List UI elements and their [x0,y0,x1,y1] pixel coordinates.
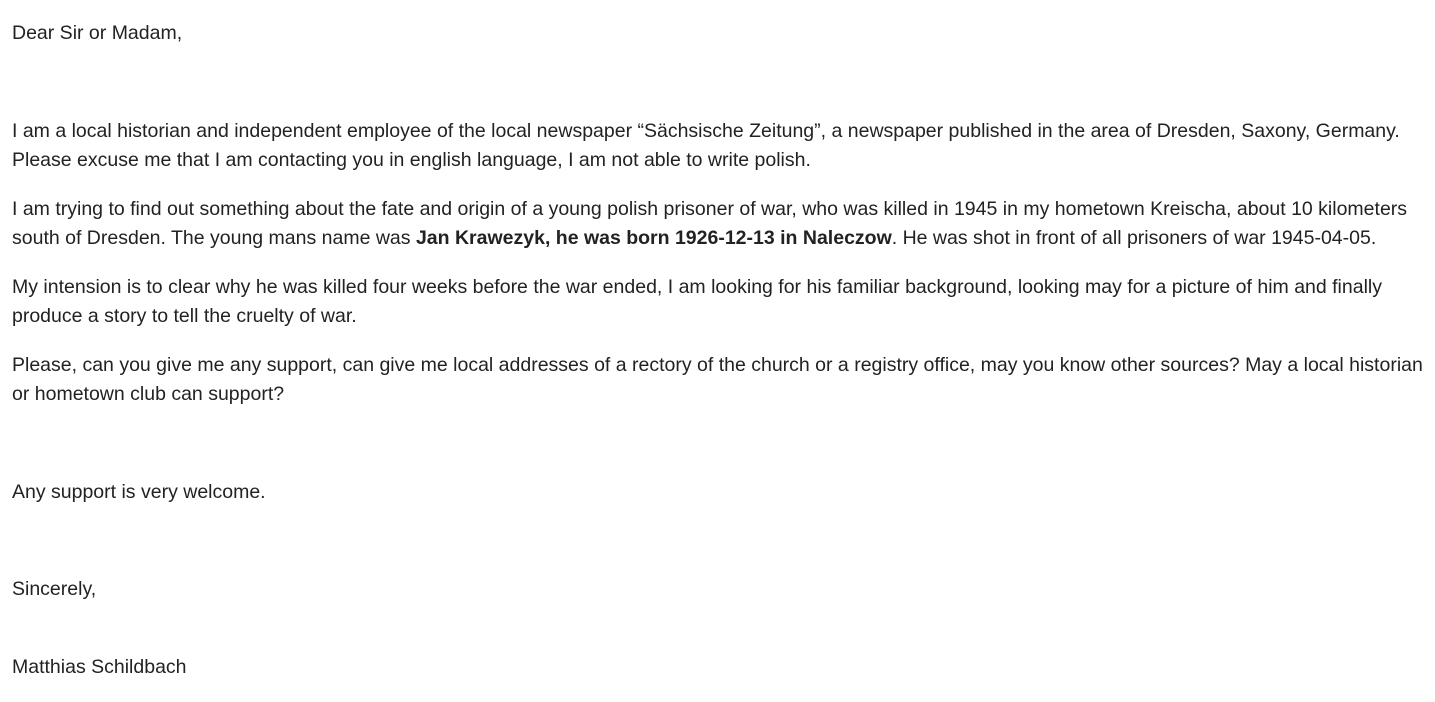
prisoner-name-and-birth: Jan Krawezyk, he was born 1926-12-13 in Naleczow [415,227,892,249]
paragraph-prisoner-text-start: I am trying to find out something about the fate and origin of a young polish prisoner of war, who was killed in 1945 in my hometown Kreischa, about 10 kilometers south of Dresden. The young mans name was [12,198,1408,249]
paragraph-prisoner-text [12,195,1430,253]
paragraph-introduction [12,117,1430,175]
paragraph-prisoner-text-end: . He was shot in front of all prisoners of war 1945-04-05. [891,227,1377,249]
paragraph-prisoner [12,195,1430,253]
signature: Matthias Schildbach [12,656,187,678]
paragraph-request-text: Please, can you give me any support, can give me local addresses of a rectory of the church or a registry office, may you know other sources? May a local historian or hometown club can support? [12,354,1423,405]
paragraph-welcome: Any support is very welcome. [12,481,266,503]
paragraph-introduction-text: I am a local historian and independent employee of the local newspaper “Sächsische Zeitung”, a newspaper published in the area of Dresden, Saxony, Germany. Please excuse me that I am contacting you in english language, I am not able to write polish. [12,120,1400,171]
paragraph-request [12,351,1430,409]
paragraph-intention-text: My intension is to clear why he was killed four weeks before the war ended, I am looking for his familiar background, looking may for a picture of him and finally produce a story to tell the cruelty of war. [12,276,1382,327]
closing: Sincerely, [12,578,97,600]
greeting: Dear Sir or Madam, [12,22,183,44]
paragraph-intention [12,273,1430,331]
